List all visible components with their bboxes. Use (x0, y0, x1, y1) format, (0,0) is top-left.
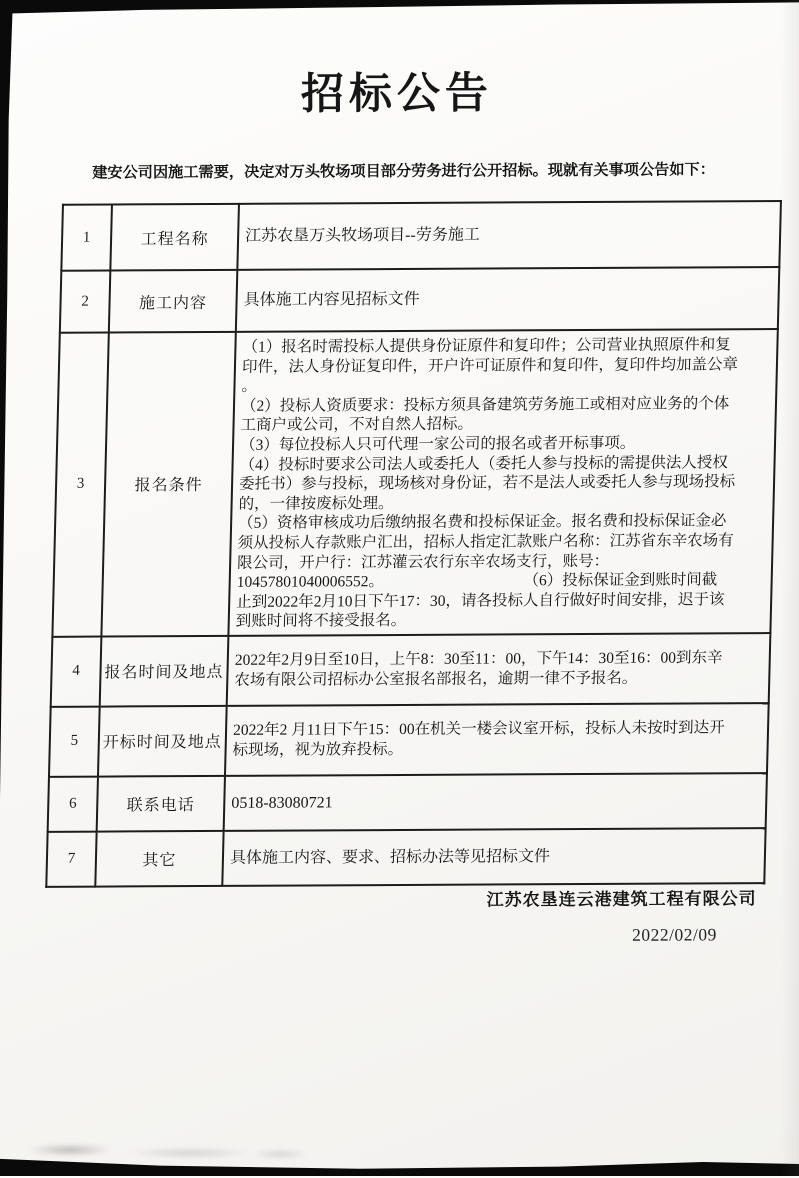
row-label-cell: 联系电话 (97, 776, 225, 832)
row-number-cell: 7 (46, 831, 96, 886)
issue-date: 2022/02/09 (632, 924, 717, 945)
table-row (51, 633, 771, 707)
document-title: 招标公告 (300, 70, 494, 119)
row-content-cell: 具体施工内容见招标文件 (236, 267, 780, 332)
row-number-cell: 1 (61, 205, 112, 271)
row-content-cell: 2022年2 月11日下午15：00在机关一楼会议室开标，投标人未按时到达开 标现场，视为放弃投标。 (225, 703, 769, 776)
row-number-cell: 5 (49, 706, 100, 776)
row-label-cell: 施工内容 (109, 270, 238, 333)
row-number-cell: 2 (60, 271, 111, 333)
row-content-cell: 0518-83080721 (224, 773, 767, 831)
row-content-cell: 2022年2月9日至10日，上午8：30至11：00，下午14：30至16：00到东辛 农场有限公司招标办公室报名部报名，逾期一律不予报名。 (227, 633, 771, 706)
row-label-cell: 报名时间及地点 (100, 636, 229, 707)
row-number-cell: 3 (52, 333, 108, 637)
row-label-cell: 报名条件 (101, 332, 235, 637)
row-label-cell: 开标时间及地点 (98, 706, 227, 777)
row-label-cell: 工程名称 (110, 204, 239, 271)
table-row (48, 773, 767, 832)
row-content-cell: 具体施工内容、要求、招标办法等见招标文件 (222, 828, 765, 886)
tender-notice-table (45, 200, 782, 888)
intro-paragraph: 建安公司因施工需要，决定对万头牧场项目部分劳务进行公开招标。现就有关事项公告如下： (92, 161, 715, 182)
row-number-cell: 4 (51, 636, 102, 706)
table-row (49, 703, 769, 777)
table-row (61, 201, 781, 271)
table-row (46, 828, 765, 887)
row-content-cell: （1）报名时需投标人提供身份证原件和复印件；公司营业执照原件和复 印件，法人身份证复印件，开户许可证原件和复印件，复印件均加盖公章 。 （2）投标人资质要求：投标方须具备建筑劳务施工或相对应业务的个体 工商户或公司，不对自然人招标。 （3）每位投标人只可代理一家公司的报名或者开标事项。 （4）投标时要求公司法人或委托人（委托人参与投标的需提供法人授权 委托书）参与投标，现场核对身份证，若不是法人或委托人参与现场投标 的，一律按废标处理。 （5）资格审核成功后缴纳报名费和投标保证金。报名费和投标保证金必 须从投标人存款账户汇出，招标人指定汇款账户名称：江苏省东辛农场有 限公司，开户行：江苏灌云农行东辛农场支行，账号： 10457801040006552。 （6）投标保证金到账时间截 止到2022年2月10日下午17：30，请各投标人自行做好时间安排，迟于该 到账时间将不接受报名。 (228, 329, 777, 636)
table-row (52, 329, 777, 637)
row-number-cell: 6 (48, 776, 98, 831)
table-row (60, 267, 780, 333)
row-label-cell: 其它 (95, 831, 223, 887)
issuer-company: 江苏农垦连云港建筑工程有限公司 (486, 889, 757, 910)
row-content-cell: 江苏农垦万头牧场项目--劳务施工 (237, 201, 781, 270)
